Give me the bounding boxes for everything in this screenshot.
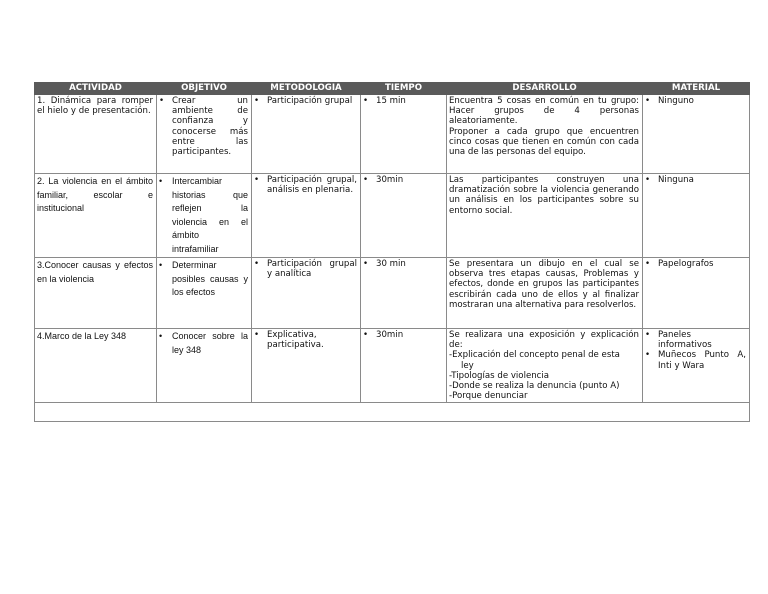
table-row bbox=[35, 95, 750, 174]
header-objetivo: OBJETIVO bbox=[157, 83, 252, 95]
tiempo-text: 15 min bbox=[376, 96, 406, 106]
actividad-text: 2. La violencia en el ámbito familiar, escolar e institucional bbox=[37, 176, 153, 213]
material-text: Ninguna bbox=[658, 175, 694, 185]
list-item bbox=[254, 330, 357, 350]
tiempo-text: 30min bbox=[376, 175, 404, 185]
material-cell bbox=[643, 329, 750, 403]
bullet-icon: • bbox=[254, 330, 260, 340]
tiempo-cell bbox=[361, 258, 447, 329]
desarrollo-cell bbox=[447, 95, 643, 174]
actividad-cell bbox=[35, 95, 157, 174]
bullet-icon: • bbox=[363, 330, 369, 340]
table-header-row bbox=[35, 83, 750, 95]
bullet-icon: • bbox=[159, 260, 163, 270]
activity-plan-table bbox=[34, 82, 750, 422]
actividad-cell bbox=[35, 174, 157, 258]
tiempo-cell bbox=[361, 174, 447, 258]
tiempo-text: 30min bbox=[376, 330, 404, 340]
metodologia-cell bbox=[252, 258, 361, 329]
metodologia-text: Participación grupal y analítica bbox=[267, 259, 357, 280]
bullet-icon: • bbox=[254, 259, 260, 269]
material-cell bbox=[643, 174, 750, 258]
bullet-icon: • bbox=[363, 259, 369, 269]
metodologia-text: Participación grupal bbox=[267, 96, 353, 106]
table-row bbox=[35, 329, 750, 403]
empty-cell bbox=[35, 403, 750, 422]
list-item bbox=[254, 259, 357, 279]
material-cell bbox=[643, 258, 750, 329]
metodologia-cell bbox=[252, 174, 361, 258]
header-actividad: ACTIVIDAD bbox=[35, 83, 157, 95]
bullet-icon: • bbox=[363, 96, 369, 106]
list-item bbox=[159, 96, 248, 157]
material-cell bbox=[643, 95, 750, 174]
objetivo-text: Intercambiar historias que reflejen la violencia en el ámbito intrafamiliar bbox=[172, 176, 248, 254]
list-item bbox=[645, 96, 746, 106]
material-text: Muñecos Punto A, Inti y Wara bbox=[658, 350, 746, 371]
list-item bbox=[363, 330, 443, 340]
bullet-icon: • bbox=[645, 175, 651, 185]
objetivo-text: Crear un ambiente de confianza y conocerse más entre las participantes. bbox=[172, 96, 248, 158]
metodologia-cell bbox=[252, 95, 361, 174]
objetivo-cell bbox=[157, 95, 252, 174]
desarrollo-cell bbox=[447, 174, 643, 258]
objetivo-text: Conocer sobre la ley 348 bbox=[172, 331, 248, 355]
list-item bbox=[645, 350, 746, 370]
desarrollo-cell bbox=[447, 329, 643, 403]
material-text: Ninguno bbox=[658, 96, 694, 106]
list-item bbox=[159, 175, 248, 256]
bullet-icon: • bbox=[645, 330, 651, 340]
metodologia-cell bbox=[252, 329, 361, 403]
material-text: Paneles informativos bbox=[658, 330, 712, 351]
desarrollo-text: Encuentra 5 cosas en común en tu grupo: Hacer grupos de 4 personas aleatoriamente. bbox=[449, 96, 639, 127]
material-text: Papelografos bbox=[658, 259, 714, 269]
tiempo-text: 30 min bbox=[376, 259, 406, 269]
table-row bbox=[35, 258, 750, 329]
empty-row bbox=[35, 403, 750, 422]
objetivo-cell bbox=[157, 174, 252, 258]
list-item bbox=[254, 175, 357, 195]
metodologia-text: Explicativa, participativa. bbox=[267, 330, 324, 351]
actividad-cell bbox=[35, 258, 157, 329]
desarrollo-text: -Donde se realiza la denuncia (punto A) bbox=[449, 381, 620, 392]
list-item bbox=[159, 330, 248, 357]
list-item bbox=[645, 330, 746, 350]
table-row bbox=[35, 174, 750, 258]
list-item bbox=[363, 96, 443, 106]
bullet-icon: • bbox=[159, 96, 165, 106]
tiempo-cell bbox=[361, 95, 447, 174]
tiempo-cell bbox=[361, 329, 447, 403]
desarrollo-text: -Tipologías de violencia bbox=[449, 370, 550, 381]
desarrollo-text: -Explicación del concepto penal de esta bbox=[449, 350, 620, 361]
actividad-cell bbox=[35, 329, 157, 403]
header-desarrollo: DESARROLLO bbox=[447, 83, 643, 95]
bullet-icon: • bbox=[254, 96, 260, 106]
list-item bbox=[254, 96, 357, 106]
bullet-icon: • bbox=[159, 176, 163, 186]
list-item bbox=[159, 259, 248, 300]
list-item bbox=[363, 175, 443, 185]
header-material: MATERIAL bbox=[643, 83, 750, 95]
objetivo-cell bbox=[157, 258, 252, 329]
bullet-icon: • bbox=[645, 259, 651, 269]
header-metodologia: METODOLOGIA bbox=[252, 83, 361, 95]
actividad-text: 1. Dinámica para romper el hielo y de presentación. bbox=[37, 96, 153, 117]
desarrollo-text: Las participantes construyen una dramatización sobre la violencia generando un análisis en los participantes sobre su entorno social. bbox=[449, 175, 639, 216]
header-tiempo: TIEMPO bbox=[361, 83, 447, 95]
objetivo-cell bbox=[157, 329, 252, 403]
objetivo-text: Determinar posibles causas y los efectos bbox=[172, 260, 248, 297]
desarrollo-text: Se realizara una exposición y explicación de: bbox=[449, 330, 639, 351]
metodologia-text: Participación grupal, análisis en plenaria. bbox=[267, 175, 357, 196]
desarrollo-text: Se presentara un dibujo en el cual se observa tres etapas causas, Problemas y efectos, donde en grupos las participantes escribirán cada uno de ellos y al finalizar mostraran una alternativa para resolverlos. bbox=[449, 259, 639, 310]
list-item bbox=[363, 259, 443, 269]
list-item bbox=[645, 259, 746, 269]
bullet-icon: • bbox=[254, 175, 260, 185]
bullet-icon: • bbox=[645, 350, 651, 361]
desarrollo-text: Proponer a cada grupo que encuentren cinco cosas que tienen en común con cada una de las personas del equipo. bbox=[449, 126, 639, 158]
bullet-icon: • bbox=[159, 331, 163, 341]
actividad-text: 3.Conocer causas y efectos en la violencia bbox=[37, 260, 153, 284]
desarrollo-cell bbox=[447, 258, 643, 329]
desarrollo-text: -Porque denunciar bbox=[449, 391, 528, 402]
desarrollo-text: ley bbox=[461, 360, 474, 371]
actividad-text: 4.Marco de la Ley 348 bbox=[37, 331, 127, 341]
bullet-icon: • bbox=[645, 96, 651, 106]
list-item bbox=[645, 175, 746, 185]
bullet-icon: • bbox=[363, 175, 369, 185]
